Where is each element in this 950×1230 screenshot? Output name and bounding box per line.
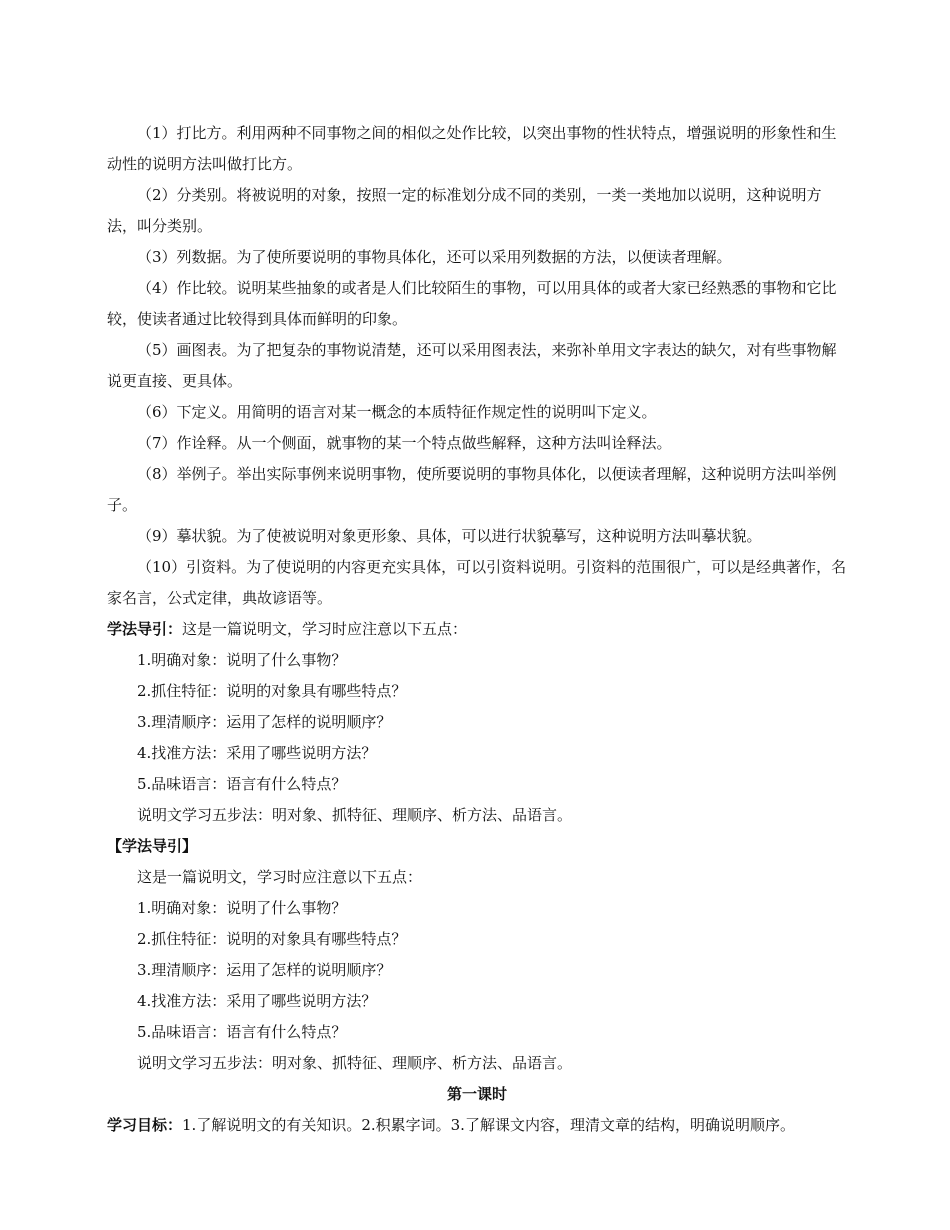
list-item: 1.明确对象：说明了什么事物？: [137, 651, 347, 669]
method-paragraph: （4）作比较。说明某些抽象的或者是人们比较陌生的事物，可以用具体的或者大家已经熟悉的事物和它比较，使读者通过比较得到具体而鲜明的印象。: [107, 279, 837, 328]
method-paragraph: （7）作诠释。从一个侧面，就事物的某一个特点做些解释，这种方法叫诠释法。: [137, 434, 672, 452]
study-guide-heading: 【学法导引】: [107, 837, 198, 855]
list-item: 5.品味语言：语言有什么特点？: [137, 1023, 347, 1041]
study-guide-intro: 这是一篇说明文，学习时应注意以下五点：: [137, 868, 423, 886]
list-item: 2.抓住特征：说明的对象具有哪些特点？: [137, 682, 407, 700]
method-paragraph: （5）画图表。为了把复杂的事物说清楚，还可以采用图表法，来弥补单用文字表达的缺欠，对有些事物解说更直接、更具体。: [107, 341, 837, 390]
list-item: 4.找准方法：采用了哪些说明方法？: [137, 992, 377, 1010]
lesson-title: 第一课时: [446, 1085, 507, 1103]
method-paragraph: （8）举例子。举出实际事例来说明事物，使所要说明的事物具体化，以便读者理解，这种说明方法叫举例子。: [107, 465, 837, 514]
method-paragraph: （3）列数据。为了使所要说明的事物具体化，还可以采用列数据的方法，以便读者理解。: [137, 248, 732, 266]
method-paragraph: （6）下定义。用简明的语言对某一概念的本质特征作规定性的说明叫下定义。: [137, 403, 657, 421]
learning-goals-line: [107, 1110, 847, 1141]
document-body: [107, 118, 847, 1141]
list-item: 4.找准方法：采用了哪些说明方法？: [137, 744, 377, 762]
study-guide-label: 学法导引：: [107, 620, 183, 638]
study-method-summary: 说明文学习五步法：明对象、抓特征、理顺序、析方法、品语言。: [137, 1054, 573, 1072]
study-method-summary: 说明文学习五步法：明对象、抓特征、理顺序、析方法、品语言。: [137, 806, 573, 824]
learning-goals-text: 1.了解说明文的有关知识。2.积累字词。3.了解课文内容，理清文章的结构，明确说明顺序。: [182, 1116, 795, 1134]
list-item: 1.明确对象：说明了什么事物？: [137, 899, 347, 917]
list-item: 3.理清顺序：运用了怎样的说明顺序？: [137, 713, 392, 731]
method-paragraph: （9）摹状貌。为了使被说明对象更形象、具体，可以进行状貌摹写，这种说明方法叫摹状貌。: [137, 527, 762, 545]
list-item: 2.抓住特征：说明的对象具有哪些特点？: [137, 930, 407, 948]
method-paragraph: （1）打比方。利用两种不同事物之间的相似之处作比较，以突出事物的性状特点，增强说明的形象性和生动性的说明方法叫做打比方。: [107, 124, 837, 173]
method-paragraph: （2）分类别。将被说明的对象，按照一定的标准划分成不同的类别，一类一类地加以说明，这种说明方法，叫分类别。: [107, 186, 822, 235]
list-item: 3.理清顺序：运用了怎样的说明顺序？: [137, 961, 392, 979]
study-guide-line: [107, 614, 847, 645]
list-item: 5.品味语言：语言有什么特点？: [137, 775, 347, 793]
method-paragraph: （10）引资料。为了使说明的内容更充实具体，可以引资料说明。引资料的范围很广，可以是经典著作，名家名言，公式定律，典故谚语等。: [107, 558, 847, 607]
learning-goals-label: 学习目标：: [107, 1116, 183, 1134]
study-guide-intro: 这是一篇说明文，学习时应注意以下五点：: [182, 620, 468, 638]
